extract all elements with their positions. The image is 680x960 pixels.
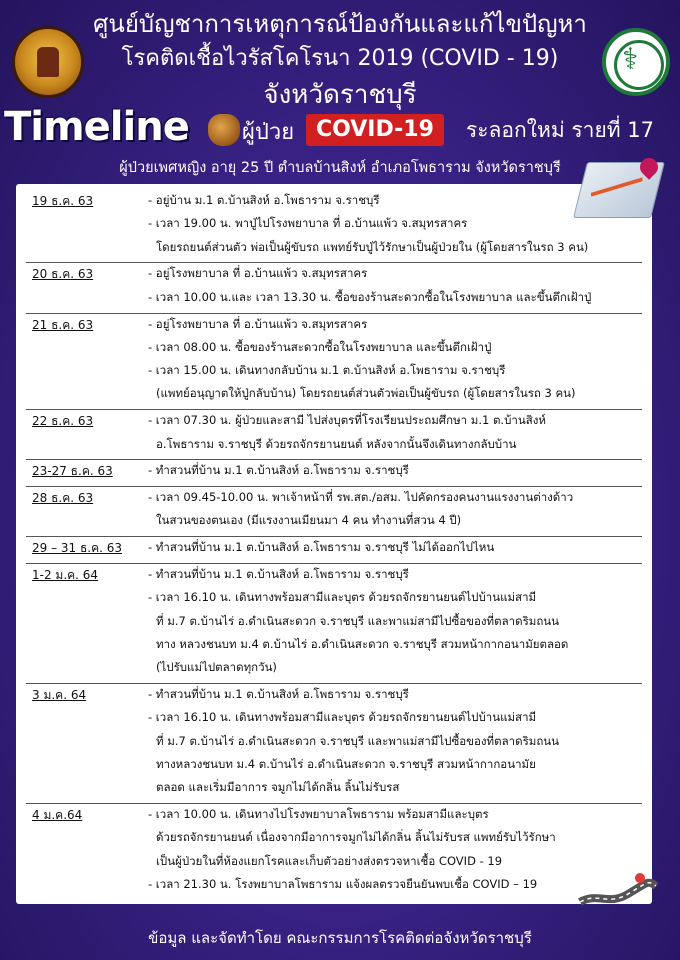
entry-date: 23-27 ธ.ค. 63: [32, 464, 113, 479]
entry-detail-line: - เวลา 07.30 น. ผู้ป่วยและสามี ไปส่งบุตรที่โรงเรียนประถมศึกษา ม.1 ต.บ้านสิงห์: [148, 413, 546, 428]
timeline-word: Timeline: [4, 104, 189, 150]
entry-detail-line: ทาง หลวงชนบท ม.4 ต.บ้านไร่ อ.ดำเนินสะดวก จ.ราชบุรี สวมหน้ากากอนามัยตลอด: [156, 636, 569, 651]
entry-divider: [26, 262, 642, 263]
header-title-line2: โรคติดเชื้อไวรัสโคโรนา 2019 (COVID - 19): [121, 46, 559, 71]
ratchaburi-province-seal-logo: [12, 26, 84, 98]
entry-divider: [26, 313, 642, 314]
header-title-line3: จังหวัดราชบุรี: [263, 80, 417, 110]
entry-detail-line: - เวลา 16.10 น. เดินทางพร้อมสามีและบุตร ด้วยรถจักรยานยนต์ไปบ้านแม่สามี: [148, 590, 537, 605]
entry-date: 22 ธ.ค. 63: [32, 414, 94, 429]
entry-detail-line: (ไปรับแม่ไปตลาดทุกวัน): [156, 660, 277, 675]
covid-badge: COVID-19: [306, 114, 444, 146]
entry-detail-line: โดยรถยนต์ส่วนตัว พ่อเป็นผู้ขับรถ แพทย์รับปู่ไว้รักษาเป็นผู้ป่วยใน (ผู้โดยสารในรถ 3 คน): [156, 239, 589, 254]
entry-detail-line: - อยู่โรงพยาบาล ที่ อ.บ้านแพ้ว จ.สมุทรสาคร: [148, 266, 368, 281]
vase-icon: [208, 114, 240, 146]
footer-credit: ข้อมูล และจัดทำโดย คณะกรรมการโรคติดต่อจังหวัดราชบุรี: [148, 929, 532, 947]
timeline-card: [16, 184, 652, 904]
entry-detail-line: - เวลา 16.10 น. เดินทางพร้อมสามีและบุตร ด้วยรถจักรยานยนต์ไปบ้านแม่สามี: [148, 710, 537, 725]
entry-detail-line: - ทำสวนที่บ้าน ม.1 ต.บ้านสิงห์ อ.โพธาราม จ.ราชบุรี: [148, 687, 409, 701]
entry-detail-line: - ทำสวนที่บ้าน ม.1 ต.บ้านสิงห์ อ.โพธาราม จ.ราชบุรี: [148, 567, 409, 581]
road-icon: [578, 872, 658, 906]
entry-detail-line: - อยู่โรงพยาบาล ที่ อ.บ้านแพ้ว จ.สมุทรสาคร: [148, 316, 368, 331]
entry-divider: [26, 683, 642, 684]
entry-detail-line: - เวลา 10.00 น. เดินทางไปโรงพยาบาลโพธาราม พร้อมสามีและบุตร: [148, 807, 489, 821]
header: [0, 0, 680, 112]
timeline-banner: [0, 104, 680, 150]
entry-date: 21 ธ.ค. 63: [32, 317, 94, 332]
entry-detail-line: เป็นผู้ป่วยในที่ห้องแยกโรคและเก็บตัวอย่างส่งตรวจหาเชื้อ COVID - 19: [156, 853, 503, 868]
entry-divider: [26, 536, 642, 537]
entry-date: 1-2 ม.ค. 64: [32, 568, 99, 582]
entry-divider: [26, 409, 642, 410]
entry-detail-line: - เวลา 19.00 น. พาปู่ไปโรงพยาบาล ที่ อ.บ้านแพ้ว จ.สมุทรสาคร: [148, 216, 468, 231]
entry-date: 28 ธ.ค. 63: [32, 491, 94, 506]
entry-detail-line: - ทำสวนที่บ้าน ม.1 ต.บ้านสิงห์ อ.โพธาราม จ.ราชบุรี: [148, 463, 409, 478]
ministry-of-public-health-logo: [602, 28, 670, 96]
patient-subtitle: ผู้ป่วยเพศหญิง อายุ 25 ปี ตำบลบ้านสิงห์ อำเภอโพธาราม จังหวัดราชบุรี: [119, 160, 561, 176]
entry-divider: [26, 459, 642, 460]
entry-detail-line: - เวลา 09.45-10.00 น. พาเจ้าหน้าที่ รพ.สต./อสม. ไปคัดกรองคนงานแรงงานต่างด้าว: [148, 490, 574, 505]
entry-date: 4 ม.ค.64: [32, 808, 83, 822]
entry-detail-line: ทางหลวงชนบท ม.4 ต.บ้านไร่ อ.ดำเนินสะดวก จ.ราชบุรี สวมหน้ากากอนามัย: [156, 756, 536, 771]
case-number-label: ระลอกใหม่ รายที่ 17: [466, 118, 654, 142]
entry-detail-line: - เวลา 21.30 น. โรงพยาบาลโพธาราม แจ้งผลตรวจยืนยันพบเชื้อ COVID – 19: [148, 876, 538, 891]
entry-detail-line: - ทำสวนที่บ้าน ม.1 ต.บ้านสิงห์ อ.โพธาราม จ.ราชบุรี ไม่ได้ออกไปไหน: [148, 540, 495, 555]
entry-detail-line: - เวลา 08.00 น. ซื้อของร้านสะดวกซื้อในโรงพยาบาล และขึ้นตึกเฝ้าปู่: [148, 339, 492, 354]
entry-divider: [26, 803, 642, 804]
entry-date: 19 ธ.ค. 63: [32, 194, 94, 208]
entry-detail-line: (แพทย์อนุญาตให้ปู่กลับบ้าน) โดยรถยนต์ส่วนตัวพ่อเป็นผู้ขับรถ (ผู้โดยสารในรถ 3 คน): [156, 386, 576, 401]
patient-label: ผู้ป่วย: [242, 120, 295, 145]
entry-divider: [26, 563, 642, 564]
entry-divider: [26, 486, 642, 487]
entry-detail-line: ที่ ม.7 ต.บ้านไร่ อ.ดำเนินสะดวก จ.ราชบุรี และพาแม่สามีไปซื้อของที่ตลาดริมถนน: [156, 733, 560, 748]
entry-detail-line: ในสวนของตนเอง (มีแรงงานเมียนมา 4 คน ทำงานที่สวน 4 ปี): [156, 513, 462, 528]
entry-detail-line: ด้วยรถจักรยานยนต์ เนื่องจากมีอาการจมูกไม่ได้กลิ่น ลิ้นไม่รับรส แพทย์รับไว้รักษา: [156, 830, 556, 845]
entry-detail-line: ที่ ม.7 ต.บ้านไร่ อ.ดำเนินสะดวก จ.ราชบุรี และพาแม่สามีไปซื้อของที่ตลาดริมถนน: [156, 613, 560, 628]
entry-date: 3 ม.ค. 64: [32, 688, 87, 702]
entry-detail-line: ตลอด และเริ่มมีอาการ จมูกไม่ได้กลิ่น ลิ้นไม่รับรส: [156, 780, 400, 795]
entry-detail-line: อ.โพธาราม จ.ราชบุรี ด้วยรถจักรยานยนต์ หลังจากนั้นจึงเดินทางกลับบ้าน: [156, 436, 517, 451]
entry-detail-line: - เวลา 10.00 น.และ เวลา 13.30 น. ซื้อของร้านสะดวกซื้อในโรงพยาบาล และขึ้นตึกเฝ้าปู่: [148, 289, 592, 304]
entry-detail-line: - เวลา 15.00 น. เดินทางกลับบ้าน ม.1 ต.บ้านสิงห์ อ.โพธาราม จ.ราชบุรี: [148, 363, 506, 378]
entry-date: 29 – 31 ธ.ค. 63: [32, 541, 123, 556]
entry-date: 20 ธ.ค. 63: [32, 267, 94, 282]
header-title-line1: ศูนย์บัญชาการเหตุการณ์ป้องกันและแก้ไขปัญหา: [93, 10, 587, 38]
entry-detail-line: - อยู่บ้าน ม.1 ต.บ้านสิงห์ อ.โพธาราม จ.ราชบุรี: [148, 193, 380, 207]
